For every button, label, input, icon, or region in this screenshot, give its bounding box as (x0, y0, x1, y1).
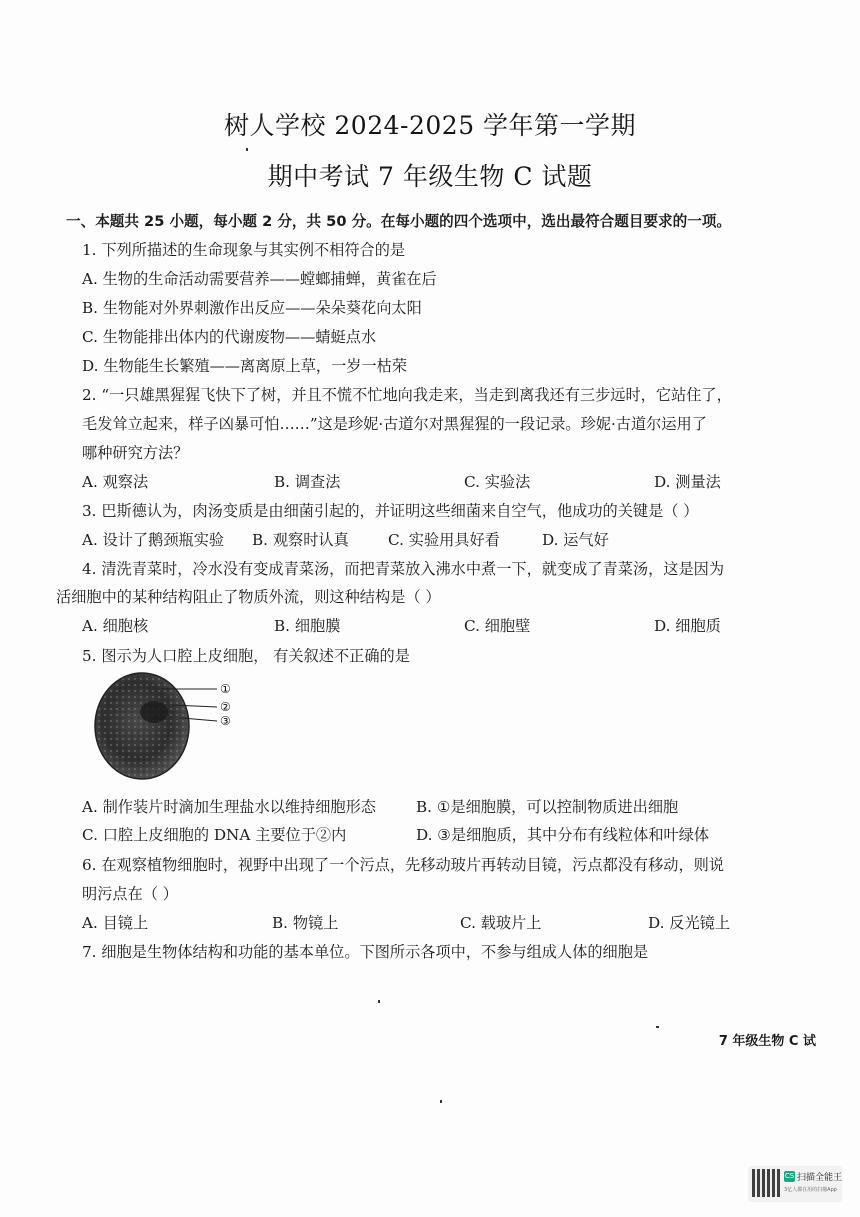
scan-speck (656, 1026, 659, 1028)
q3-option-d: D. 运气好 (542, 531, 609, 549)
scanner-watermark (748, 1166, 842, 1202)
q1-option-b: B. 生物能对外界刺激作出反应——朵朵葵花向太阳 (82, 299, 422, 317)
exam-title-line2: 期中考试 7 年级生物 C 试题 (267, 162, 593, 191)
q4-option-c: C. 细胞壁 (464, 617, 531, 635)
q2-option-d: D. 测量法 (654, 473, 721, 491)
q2-stem-line2: 毛发耸立起来，样子凶暴可怕……”这是珍妮·古道尔对黑猩猩的一段记录。珍妮·古道尔运用了 (82, 415, 707, 433)
q5-option-a: A. 制作装片时滴加生理盐水以维持细胞形态 (82, 798, 376, 816)
q6-option-d: D. 反光镜上 (648, 914, 731, 932)
cell-label-1: ① (220, 682, 231, 696)
scanner-app-name: 扫描全能王 (797, 1173, 843, 1183)
q1-stem: 1. 下列所描述的生命现象与其实例不相符合的是 (82, 241, 406, 259)
cell-label-2: ② (220, 700, 231, 714)
q5-option-d: D. ③是细胞质，其中分布有线粒体和叶绿体 (416, 826, 710, 844)
oral-epithelial-cell-figure (92, 672, 242, 782)
q4-stem-line1: 4. 清洗青菜时，冷水没有变成青菜汤，而把青菜放入沸水中煮一下，就变成了青菜汤，这是因为 (82, 560, 725, 578)
q4-option-a: A. 细胞核 (82, 617, 149, 635)
q3-stem: 3. 巴斯德认为，肉汤变质是由细菌引起的，并证明这些细菌来自空气，他成功的关键是（ ） (82, 502, 699, 520)
q6-option-a: A. 目镜上 (82, 914, 149, 932)
q3-option-c: C. 实验用具好看 (388, 531, 500, 549)
q6-option-b: B. 物镜上 (272, 914, 339, 932)
q4-option-d: D. 细胞质 (654, 617, 721, 635)
q7-stem: 7. 细胞是生物体结构和功能的基本单位。下图所示各项中，不参与组成人体的细胞是 (82, 943, 649, 961)
q3-option-a: A. 设计了鹅颈瓶实验 (82, 531, 225, 549)
page-footer-label: 7 年级生物 C 试 (718, 1034, 816, 1049)
q2-stem-line3: 哪种研究方法？ (82, 444, 189, 462)
q5-option-c: C. 口腔上皮细胞的 DNA 主要位于②内 (82, 826, 347, 844)
q6-stem-line2: 明污点在（ ） (82, 885, 178, 903)
scan-speck (440, 1100, 442, 1103)
q4-stem-line2: 活细胞中的某种结构阻止了物质外流，则这种结构是（ ） (56, 588, 441, 606)
cell-texture (96, 674, 188, 778)
q6-stem-line1: 6. 在观察植物细胞时，视野中出现了一个污点，先移动玻片再转动目镜，污点都没有移动，则说 (82, 856, 725, 874)
q6-option-c: C. 载玻片上 (460, 914, 542, 932)
q3-option-b: B. 观察时认真 (252, 531, 349, 549)
q4-option-b: B. 细胞膜 (274, 617, 341, 635)
q5-stem: 5. 图示为人口腔上皮细胞， 有关叙述不正确的是 (82, 647, 410, 665)
q1-option-c: C. 生物能排出体内的代谢废物——蜻蜓点水 (82, 328, 377, 346)
qr-code-icon (752, 1169, 780, 1197)
q1-option-a: A. 生物的生命活动需要营养——螳螂捕蝉，黄雀在后 (82, 270, 437, 288)
q2-option-c: C. 实验法 (464, 473, 531, 491)
q1-option-d: D. 生物能生长繁殖——离离原上草，一岁一枯荣 (82, 357, 408, 375)
q2-option-a: A. 观察法 (82, 473, 149, 491)
scanner-app-subtitle: 3亿人都在用的扫描App (784, 1187, 837, 1193)
q5-option-b: B. ①是细胞膜，可以控制物质进出细胞 (416, 798, 679, 816)
scan-speck (378, 1000, 380, 1003)
camscanner-logo-icon: CS (784, 1172, 795, 1180)
q2-option-b: B. 调查法 (274, 473, 341, 491)
scan-speck (246, 148, 248, 151)
cell-nucleus (140, 701, 168, 723)
exam-title-line1: 树人学校 2024-2025 学年第一学期 (223, 111, 637, 140)
q2-stem-line1: 2. “一只雄黑猩猩飞快下了树，并且不慌不忙地向我走来，当走到离我还有三步远时，它站住了， (82, 386, 732, 404)
cell-label-3: ③ (220, 714, 231, 728)
section-instruction: 一、本题共 25 小题，每小题 2 分，共 50 分。在每小题的四个选项中，选出最符合题目要求的一项。 (66, 213, 732, 230)
